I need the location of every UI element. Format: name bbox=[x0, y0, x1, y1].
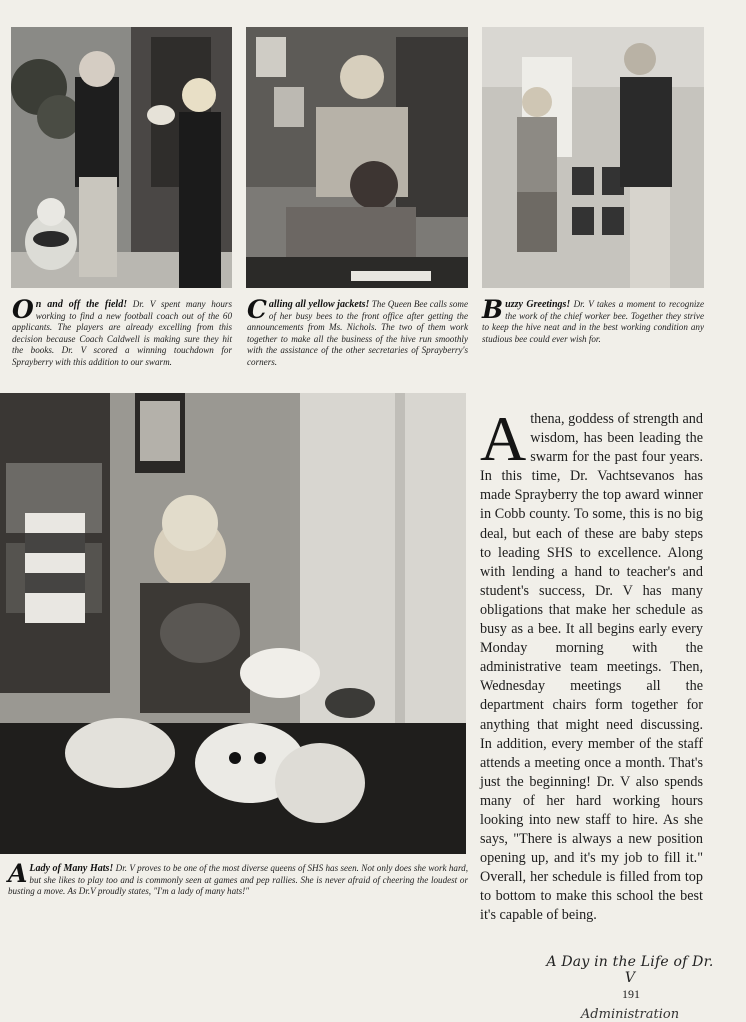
photo-lady-of-many-hats bbox=[0, 393, 466, 854]
caption-buzzy-greetings bbox=[482, 295, 704, 345]
caption-lead: n and off the field! bbox=[35, 299, 128, 310]
caption-yellow-jackets bbox=[247, 295, 469, 369]
caption-lead: alling all yellow jackets! bbox=[268, 299, 370, 310]
caption-dropcap: A bbox=[8, 859, 28, 888]
photo-lady-of-many-hats-image bbox=[0, 393, 466, 854]
caption-many-hats bbox=[8, 859, 468, 898]
page-footer bbox=[540, 954, 720, 1022]
photo-handshake-image bbox=[482, 27, 704, 288]
caption-dropcap: B bbox=[482, 295, 504, 324]
photo-front-office-image bbox=[246, 27, 468, 288]
caption-dropcap: C bbox=[247, 295, 267, 324]
photo-handshake bbox=[482, 27, 704, 288]
story-dropcap: A bbox=[480, 403, 527, 474]
footer-title: A Day in the Life of Dr. V bbox=[546, 954, 714, 986]
caption-dropcap: O bbox=[12, 295, 34, 324]
caption-body: Dr. V proves to be one of the most diverse queens of SHS has seen. Not only does she work hard, but she likes to play too and is commonly seen at games and pep rallies. She is never afraid of cheering the loudest or busting a move. As Dr.V proudly states, "I'm a lady of many hats!" bbox=[8, 863, 468, 897]
photo-football-coach bbox=[11, 27, 232, 288]
photo-football-coach-image bbox=[11, 27, 232, 288]
page-number: 191 bbox=[622, 987, 640, 1001]
story-text bbox=[480, 403, 703, 926]
caption-lead: uzzy Greetings! bbox=[505, 299, 571, 310]
caption-football bbox=[12, 295, 232, 369]
story-body: thena, goddess of strength and wisdom, has been leading the swarm for the past four years. In this time, Dr. Vachtsevanos has made Sprayberry the top award winner in Cobb county. To some, this is no big deal, but each of these are baby steps to leading SHS to excellence. Along with lending a hand to teacher's and student's success, Dr. V has many obligations that make her schedule as busy as a bee. It all begins early every Monday morning with the administrative team meetings. Then, Wednesday meetings all the department chairs form together for anything that might need discussing. In addition, every member of the staff attends a meeting once a month. That's just the beginning! Dr. V also spends many of her hard working hours looking into new staff to hire. As she says, "There is always a new position opening up, and it's my job to fill it." Overall, her schedule is filled from top to bottom to make this school the best it's capable of being. bbox=[480, 411, 703, 924]
photo-front-office bbox=[246, 27, 468, 288]
footer-section: Administration bbox=[580, 1007, 680, 1022]
caption-body: Dr. V spent many hours working to find a new football coach out of the 60 applicants. The players are already excelling from this decision because Coach Caldwell is making sure they hit the books. Dr. V scored a winning touchdown for Sprayberry with this addition to our swarm. bbox=[12, 299, 232, 367]
caption-lead: Lady of Many Hats! bbox=[29, 863, 114, 874]
caption-body: Dr. V takes a moment to recognize the work of the chief worker bee. Together they strive to keep the hive neat and in the best working condition any studious bee could ever wish for. bbox=[482, 299, 704, 344]
caption-body: The Queen Bee calls some of her busy bees to the front office after getting the announcements from Ms. Nichols. The two of them work together to make all the business of the hive run smoothly with the assistance of the other secretaries of Sprayberry's corners. bbox=[247, 299, 469, 367]
